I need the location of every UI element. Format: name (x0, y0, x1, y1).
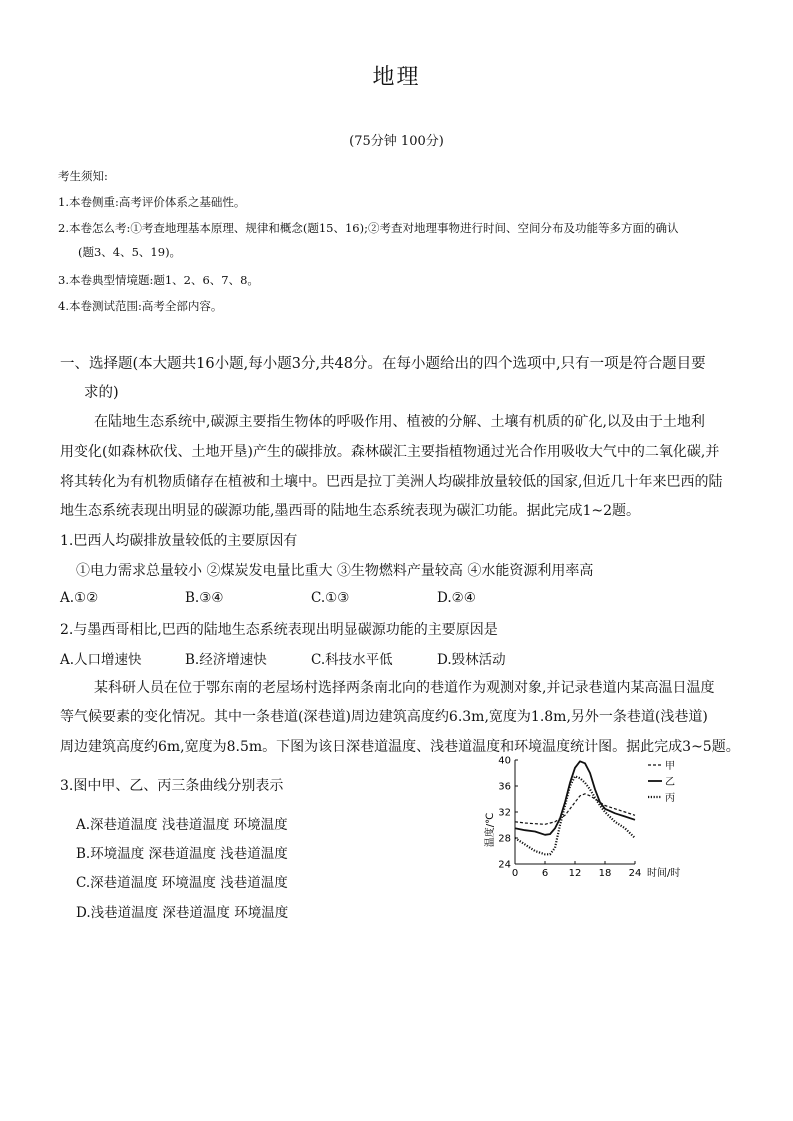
exam-duration: (75分钟 100分) (349, 134, 444, 149)
q2-option-d[interactable]: D.毁林活动 (437, 652, 506, 668)
section-heading-cont: 求的) (84, 385, 119, 401)
y-tick-label: 24 (498, 859, 511, 871)
passage2-line: 周边建筑高度约6m,宽度为8.5m。下图为该日深巷道温度、浅巷道温度和环境温度统计图。据此完成3~5题。 (60, 739, 740, 755)
q2-option-b[interactable]: B.经济增速快 (185, 652, 267, 668)
notice-item-1: 1.本卷侧重:高考评价体系之基础性。 (58, 195, 246, 209)
passage2-line: 某科研人员在位于鄂东南的老屋场村选择两条南北向的巷道作为观测对象,并记录巷道内某高温日温度 (94, 680, 715, 696)
q2-option-a[interactable]: A.人口增速快 (60, 652, 142, 668)
legend-label-丙: 丙 (665, 793, 675, 804)
page-title: 地理 (372, 65, 421, 90)
series-line-乙 (515, 761, 635, 835)
q1-option-a[interactable]: A.①② (60, 590, 99, 606)
passage1-line: 地生态系统表现出明显的碳源功能,墨西哥的陆地生态系统表现为碳汇功能。据此完成1~2题。 (60, 503, 640, 519)
notice-item-4: 4.本卷测试范围:高考全部内容。 (58, 299, 223, 313)
notice-item-3: 3.本卷典型情境题:题1、2、6、7、8。 (58, 273, 259, 287)
x-tick-label: 12 (568, 868, 582, 879)
passage1-line: 用变化(如森林砍伐、土地开垦)产生的碳排放。森林碳汇主要指植物通过光合作用吸收大气中的二氧化碳,并 (60, 444, 720, 460)
y-tick-label: 28 (498, 833, 511, 845)
q3-option-a[interactable]: A.深巷道温度 浅巷道温度 环境温度 (76, 817, 288, 833)
passage2-line: 等气候要素的变化情况。其中一条巷道(深巷道)周边建筑高度约6.3m,宽度为1.8m,另外一条巷道(浅巷道) (60, 709, 708, 725)
q3-option-c[interactable]: C.深巷道温度 环境温度 浅巷道温度 (76, 875, 288, 891)
legend-label-乙: 乙 (665, 777, 675, 788)
q1-items: ①电力需求总量较小 ②煤炭发电量比重大 ③生物燃料产量较高 ④水能资源利用率高 (76, 563, 594, 579)
x-tick-label: 18 (598, 868, 612, 879)
q1-option-b[interactable]: B.③④ (185, 590, 224, 606)
notice-item-2-cont: (题3、4、5、19)。 (78, 245, 182, 259)
x-tick-label: 6 (541, 868, 549, 879)
y-axis-label: 温度/℃ (485, 812, 496, 848)
y-tick-label: 36 (498, 781, 511, 793)
passage1-line: 在陆地生态系统中,碳源主要指生物体的呼吸作用、植被的分解、土壤有机质的矿化,以及由于土地利 (94, 414, 705, 430)
q3-option-d[interactable]: D.浅巷道温度 深巷道温度 环境温度 (76, 905, 289, 921)
q2-stem: 2.与墨西哥相比,巴西的陆地生态系统表现出明显碳源功能的主要原因是 (60, 622, 498, 638)
x-tick-label: 24 (628, 868, 642, 879)
q3-stem: 3.图中甲、乙、丙三条曲线分别表示 (60, 778, 284, 794)
legend-label-甲: 甲 (665, 761, 675, 772)
notice-item-2: 2.本卷怎么考:①考查地理基本原理、规律和概念(题15、16);②考查对地理事物进行时间、空间分布及功能等多方面的确认 (58, 221, 679, 235)
q1-option-d[interactable]: D.②④ (437, 590, 476, 606)
passage1-line: 将其转化为有机物质储存在植被和土壤中。巴西是拉丁美洲人均碳排放量较低的国家,但近几十年来巴西的陆 (60, 474, 723, 490)
q2-option-c[interactable]: C.科技水平低 (311, 652, 393, 668)
x-axis-label: 时间/时 (647, 868, 681, 879)
section-heading: 一、选择题(本大题共16小题,每小题3分,共48分。在每小题给出的四个选项中,只有一项是符合题目要 (60, 356, 706, 372)
series-line-丙 (515, 776, 635, 854)
y-tick-label: 32 (498, 807, 511, 819)
temperature-chart (480, 752, 695, 887)
q3-option-b[interactable]: B.环境温度 深巷道温度 浅巷道温度 (76, 846, 288, 862)
q1-stem: 1.巴西人均碳排放量较低的主要原因有 (60, 533, 298, 549)
q1-option-c[interactable]: C.①③ (311, 590, 350, 606)
y-tick-label: 40 (498, 755, 511, 767)
x-tick-label: 0 (511, 868, 519, 879)
series-line-甲 (515, 794, 635, 825)
notice-heading: 考生须知: (58, 169, 108, 183)
